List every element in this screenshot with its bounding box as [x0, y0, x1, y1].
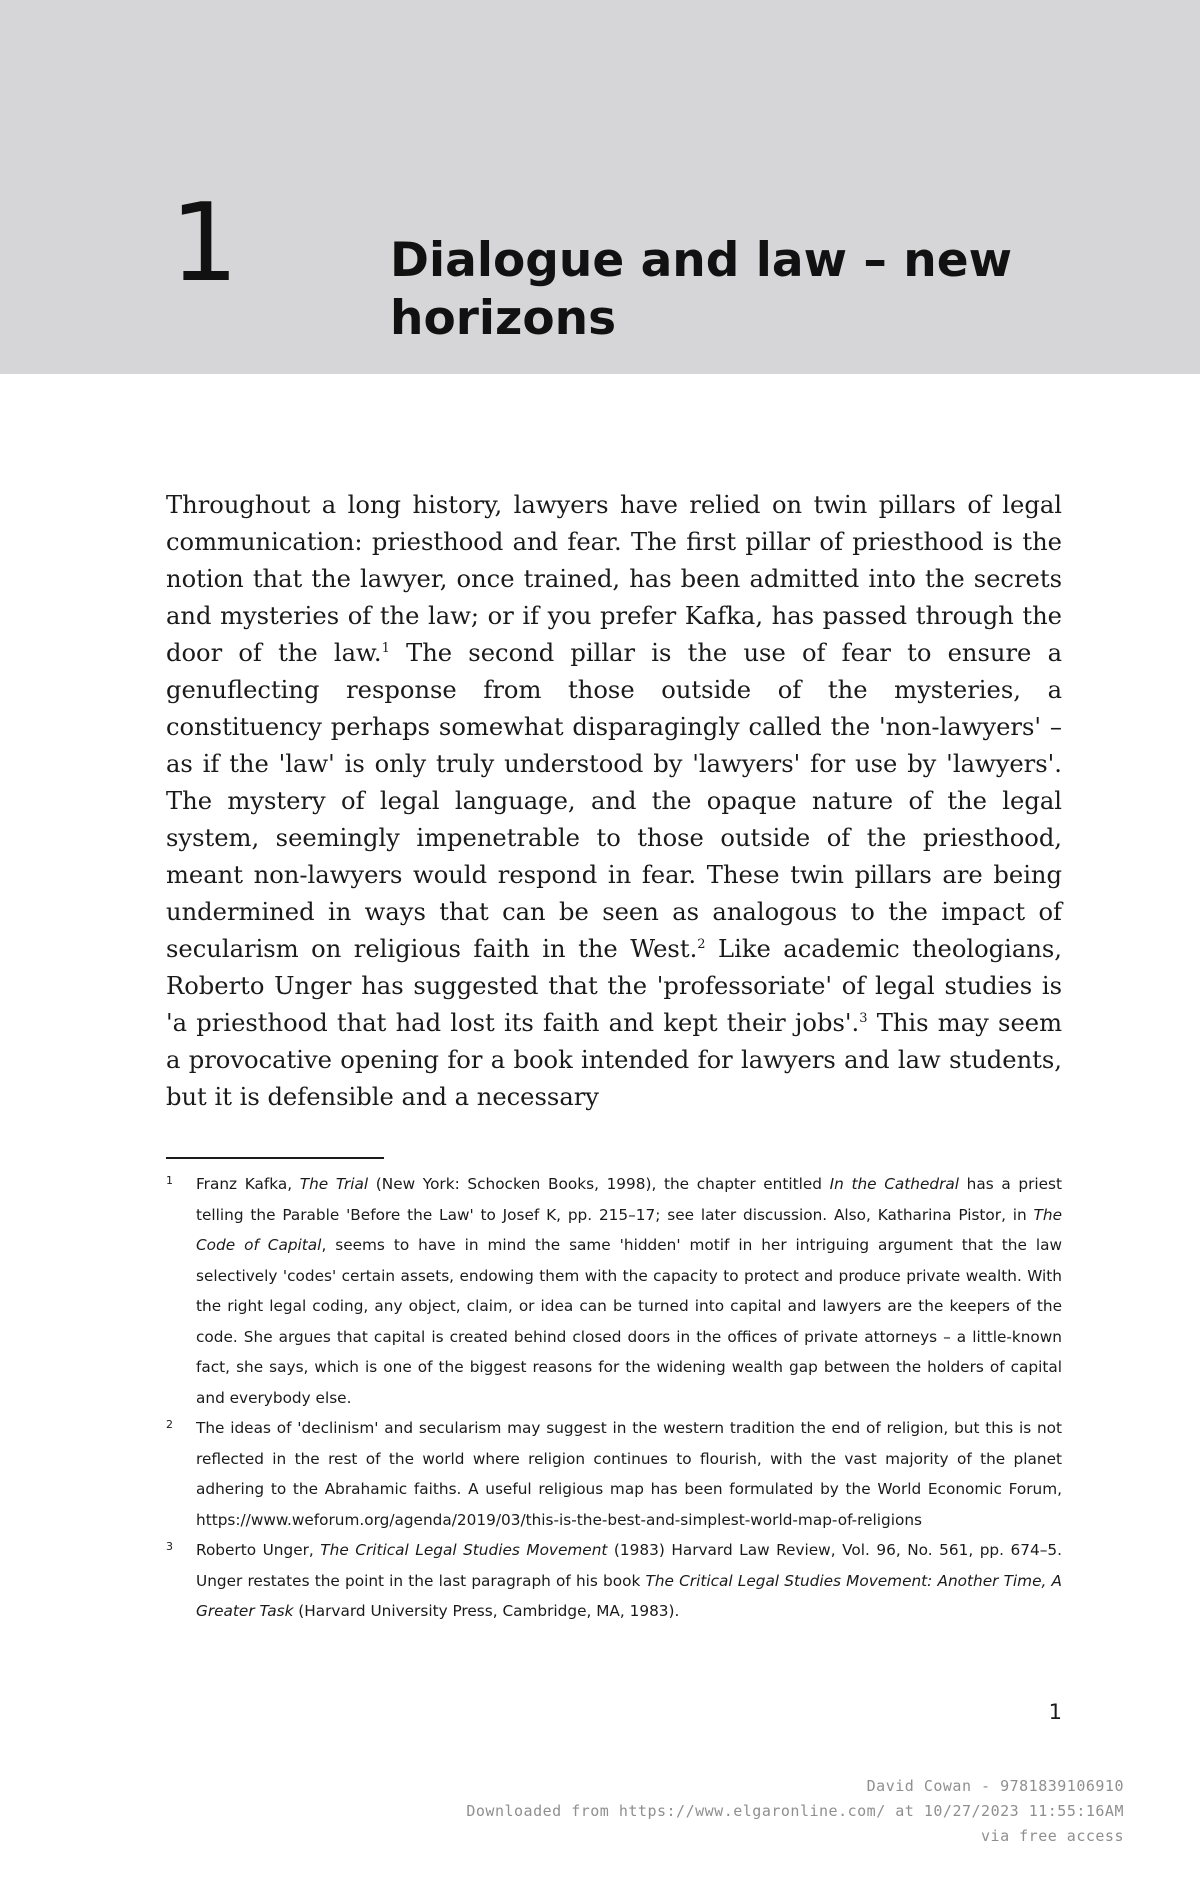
footnote-title: The Trial [299, 1175, 369, 1193]
chapter-title: Dialogue and law – new horizons [390, 233, 1012, 346]
footnote-marker: 3 [166, 1540, 173, 1553]
footnote-title: The Critical Legal Studies Movement [320, 1541, 608, 1559]
body-sentence: Throughout a long history, lawyers have relied on twin pillars of legal communication: priesthood and fear. The first pillar of priesthood is the notion that the lawyer, once trained, has been admitted into the secrets and mysteries of the law; or if you prefer Kafka, has passed through the door of the law. [166, 491, 1062, 667]
footnote-text: Roberto Unger, [196, 1541, 321, 1559]
watermark-line: Downloaded from https://www.elgaronline.com/ at 10/27/2023 11:55:16AM [466, 1802, 1124, 1820]
footnote-3 [166, 1535, 1062, 1627]
chapter-number: 1 [170, 181, 239, 306]
footnote-reference-1[interactable]: 1 [381, 640, 390, 656]
chapter-banner [0, 0, 1200, 374]
body-text [166, 487, 1062, 1116]
watermark-line: via free access [981, 1827, 1124, 1845]
footnote-marker: 2 [166, 1418, 173, 1431]
footnote-reference-2[interactable]: 2 [697, 936, 706, 952]
body-sentence: Like academic theologians, Roberto Unger has suggested that the 'professoriate' of legal studies is 'a priesthood that had lost its faith and kept their jobs'. [166, 935, 1063, 1037]
body-sentence: The second pillar is the use of fear to ensure a genuflecting response from those outside of the mysteries, a constituency perhaps somewhat disparagingly called the 'non-lawyers' – as if the 'law' is only truly understood by 'lawyers' for use by 'lawyers'. The mystery of legal language, and the opaque nature of the legal system, seemingly impenetrable to those outside of the priesthood, meant non-lawyers would respond in fear. These twin pillars are being undermined in ways that can be seen as analogous to the impact of secularism on religious faith in the West. [166, 639, 1062, 963]
footnote-reference-3[interactable]: 3 [859, 1010, 868, 1026]
footnote-1 [166, 1169, 1062, 1413]
footnote-text: The ideas of 'declinism' and secularism may suggest in the western tradition the end of religion, but this is not reflected in the rest of the world where religion continues to flourish, with the vast majority of the planet adhering to the Abrahamic faiths. A useful religious map has been formulated by the World Economic Forum, https://www.weforum.org/agenda/2019/03/this-is-the-best-and-simplest-world-map-of-religions [196, 1419, 1062, 1529]
footnote-2 [166, 1413, 1062, 1535]
footnote-text: (New York: Schocken Books, 1998), the chapter entitled [368, 1175, 830, 1193]
footnote-text: (1983) Harvard Law Review, Vol. 96, No. 561, pp. 674–5. Unger restates the point in the last paragraph of his book [196, 1541, 1062, 1590]
watermark-line: David Cowan - 9781839106910 [866, 1777, 1124, 1795]
footnote-title: In the Cathedral [829, 1175, 960, 1193]
download-watermark [224, 1774, 1124, 1849]
page-number: 1 [1048, 1700, 1062, 1724]
body-sentence: This may seem a provocative opening for a book intended for lawyers and law students, but it is defensible and a necessary [166, 1009, 1063, 1111]
footnote-text: has a priest telling the Parable 'Before the Law' to Josef K, pp. 215–17; see later discussion. Also, Katharina Pistor, in [196, 1175, 1062, 1224]
footnotes [166, 1169, 1062, 1627]
footnote-text: (Harvard University Press, Cambridge, MA, 1983). [293, 1602, 680, 1620]
footnote-title: The Code of Capital [196, 1205, 1062, 1254]
footnote-text: Franz Kafka, [196, 1175, 300, 1193]
body-paragraph [166, 487, 1062, 1116]
footnote-marker: 1 [166, 1174, 173, 1187]
footnote-title: The Critical Legal Studies Movement: Another Time, A Greater Task [196, 1571, 1062, 1620]
footnote-separator [166, 1157, 384, 1159]
footnote-text: , seems to have in mind the same 'hidden' motif in her intriguing argument that the law selectively 'codes' certain assets, endowing them with the capacity to protect and produce private wealth. With the right legal coding, any object, claim, or idea can be turned into capital and lawyers are the keepers of the code. She argues that capital is created behind closed doors in the offices of private attorneys – a little-known fact, she says, which is one of the biggest reasons for the widening wealth gap between the holders of capital and everybody else. [196, 1236, 1062, 1407]
